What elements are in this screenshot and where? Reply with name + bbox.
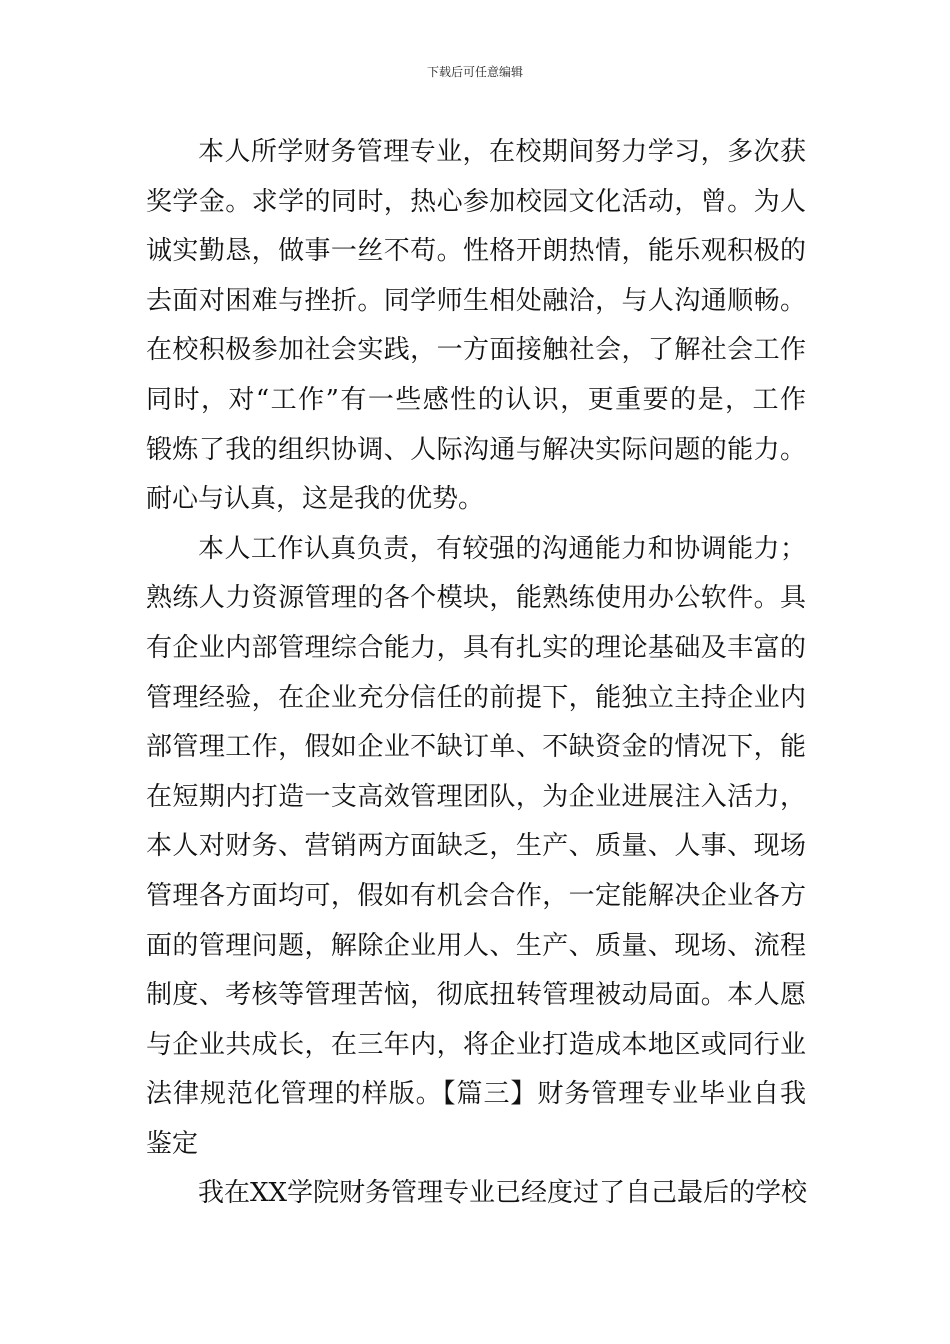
text-line: 管理经验，在企业充分信任的前提下，能独立主持企业内 (146, 682, 806, 713)
text-line: 制度、考核等管理苦恼，彻底扭转管理被动局面。本人愿 (146, 980, 806, 1011)
text-line: 管理各方面均可，假如有机会合作，一定能解决企业各方 (146, 880, 806, 911)
text-line: 法律规范化管理的样版。【篇三】财务管理专业毕业自我 (146, 1079, 806, 1110)
text-line: 熟练人力资源管理的各个模块，能熟练使用办公软件。具 (146, 583, 806, 614)
text-line: 本人对财务、营销两方面缺乏，生产、质量、人事、现场 (146, 831, 806, 862)
text-line: 诚实勤恳，做事一丝不苟。性格开朗热情，能乐观积极的 (146, 236, 806, 267)
text-line: 去面对困难与挫折。同学师生相处融洽，与人沟通顺畅。 (146, 285, 806, 316)
text-line: 鉴定 (146, 1128, 199, 1159)
text-line: 锻炼了我的组织协调、人际沟通与解决实际问题的能力。 (146, 434, 806, 465)
text-line: 我在XX学院财务管理专业已经度过了自己最后的学校 (198, 1178, 808, 1209)
text-line: 在短期内打造一支高效管理团队，为企业进展注入活力， (146, 781, 806, 812)
document-body (146, 128, 806, 1219)
text-line: 本人所学财务管理专业，在校期间努力学习，多次获 (198, 137, 806, 167)
text-line: 部管理工作，假如企业不缺订单、不缺资金的情况下，能 (146, 732, 806, 763)
page-header: 下载后可任意编辑 (426, 65, 523, 79)
text-line: 与企业共成长，在三年内，将企业打造成本地区或同行业 (146, 1029, 806, 1060)
text-line: 奖学金。求学的同时，热心参加校园文化活动，曾。为人 (146, 186, 806, 217)
text-line: 有企业内部管理综合能力，具有扎实的理论基础及丰富的 (146, 632, 806, 663)
text-line: 同时，对“工作”有一些感性的认识，更重要的是，工作 (146, 384, 806, 415)
text-line: 在校积极参加社会实践，一方面接触社会，了解社会工作 (146, 335, 806, 366)
text-line: 耐心与认真，这是我的优势。 (146, 484, 485, 515)
text-line: 本人工作认真负责，有较强的沟通能力和协调能力； (198, 533, 806, 564)
text-line: 面的管理问题，解除企业用人、生产、质量、现场、流程 (146, 930, 806, 961)
